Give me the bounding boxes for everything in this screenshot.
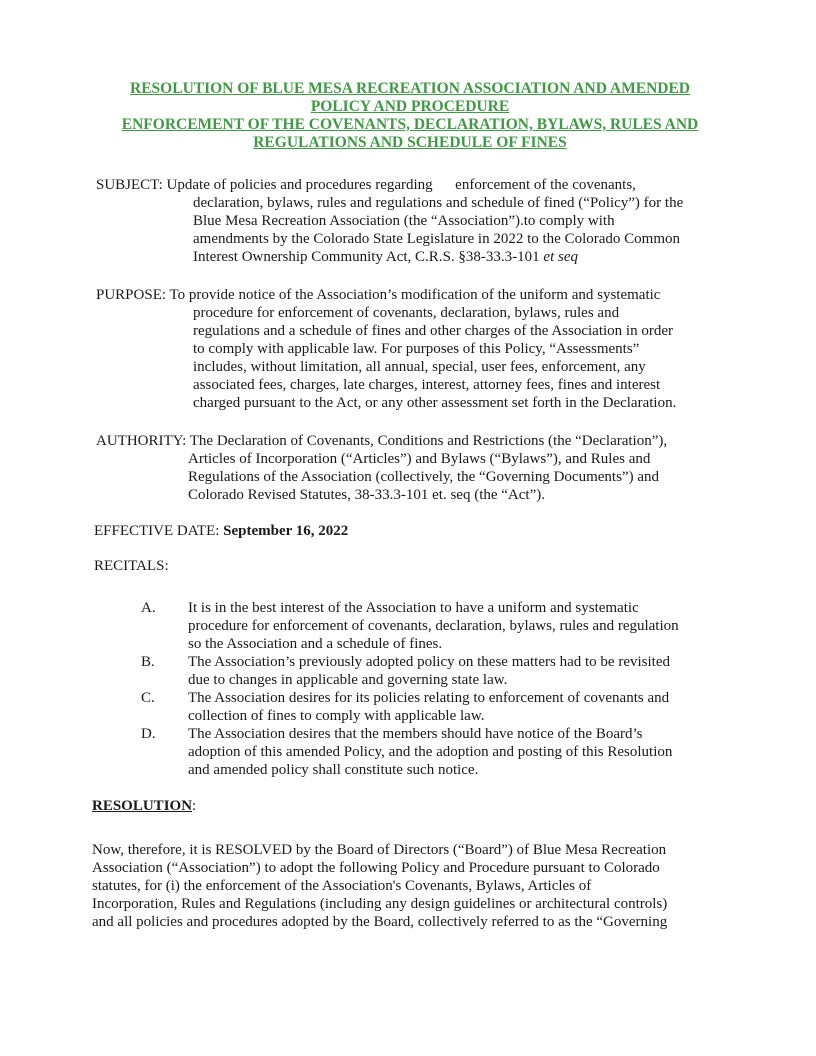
recital-letter: B.: [141, 654, 155, 670]
effective-date-section: [94, 522, 734, 540]
resolution-heading: [92, 797, 732, 815]
resolution-line: and all policies and procedures adopted by the Board, collectively referred to as the “Governing: [92, 914, 668, 930]
effective-date-label: EFFECTIVE DATE:: [94, 523, 220, 539]
recital-line: The Association desires that the members should have notice of the Board’s: [188, 726, 643, 742]
recital-line: collection of fines to comply with applicable law.: [188, 708, 485, 724]
resolution-line: Association (“Association”) to adopt the following Policy and Procedure pursuant to Colorado: [92, 860, 660, 876]
subject-line: declaration, bylaws, rules and regulations and schedule of fined (“Policy”) for the: [193, 195, 684, 211]
recital-letter: D.: [141, 726, 156, 742]
authority-line: Articles of Incorporation (“Articles”) and Bylaws (“Bylaws”), and Rules and: [188, 451, 651, 467]
purpose-line: associated fees, charges, late charges, interest, attorney fees, fines and interest: [193, 377, 661, 393]
purpose-line: To provide notice of the Association’s modification of the uniform and systematic: [169, 287, 661, 303]
resolution-line: Now, therefore, it is RESOLVED by the Board of Directors (“Board”) of Blue Mesa Recreation: [92, 842, 667, 858]
subject-line-italic: et seq: [543, 249, 578, 265]
subject-section: [96, 176, 736, 266]
recital-line: due to changes in applicable and governing state law.: [188, 672, 508, 688]
resolution-line: statutes, for (i) the enforcement of the Association's Covenants, Bylaws, Articles of: [92, 878, 592, 894]
subject-line: Interest Ownership Community Act, C.R.S. §38-33.3-101: [193, 249, 540, 265]
authority-line: The Declaration of Covenants, Conditions and Restrictions (the “Declaration”),: [189, 433, 668, 449]
effective-date-value: September 16, 2022: [223, 523, 349, 539]
recital-letter: C.: [141, 690, 155, 706]
purpose-line: includes, without limitation, all annual, special, user fees, enforcement, any: [193, 359, 646, 375]
purpose-line: regulations and a schedule of fines and other charges of the Association in order: [193, 323, 673, 339]
purpose-section: [96, 286, 736, 412]
recital-line: procedure for enforcement of covenants, declaration, bylaws, rules and regulation: [188, 618, 679, 634]
authority-line: Regulations of the Association (collectively, the “Governing Documents”) and: [188, 469, 659, 485]
purpose-line: to comply with applicable law. For purposes of this Policy, “Assessments”: [193, 341, 640, 357]
title-line-4: REGULATIONS AND SCHEDULE OF FINES: [253, 134, 567, 151]
purpose-line: procedure for enforcement of covenants, declaration, bylaws, rules and: [193, 305, 620, 321]
document-title: [90, 80, 730, 152]
recital-letter: A.: [141, 600, 156, 616]
authority-label: AUTHORITY:: [96, 433, 187, 449]
recital-line: so the Association and a schedule of fines.: [188, 636, 443, 652]
title-line-1: RESOLUTION OF BLUE MESA RECREATION ASSOCIATION AND AMENDED: [130, 80, 690, 97]
purpose-line: charged pursuant to the Act, or any other assessment set forth in the Declaration.: [193, 395, 677, 411]
recital-line: The Association desires for its policies relating to enforcement of covenants and: [188, 690, 670, 706]
recital-line: and amended policy shall constitute such notice.: [188, 762, 479, 778]
resolution-line: Incorporation, Rules and Regulations (including any design guidelines or architectural controls): [92, 896, 668, 912]
resolution-body: [92, 841, 732, 931]
title-line-2: POLICY AND PROCEDURE: [310, 98, 510, 115]
recitals-heading: RECITALS:: [94, 558, 169, 574]
purpose-label: PURPOSE:: [96, 287, 167, 303]
recital-line: The Association’s previously adopted policy on these matters had to be revisited: [188, 654, 670, 670]
title-line-3: ENFORCEMENT OF THE COVENANTS, DECLARATION, BYLAWS, RULES AND: [121, 116, 699, 133]
subject-label: SUBJECT:: [96, 177, 163, 193]
resolution-colon: :: [192, 798, 197, 814]
subject-line: Blue Mesa Recreation Association (the “Association”).to comply with: [193, 213, 615, 229]
authority-section: [96, 432, 736, 504]
subject-line: amendments by the Colorado State Legislature in 2022 to the Colorado Common: [193, 231, 681, 247]
subject-line: Update of policies and procedures regarding enforcement of the covenants,: [166, 177, 636, 193]
resolution-label: RESOLUTION: [92, 798, 193, 814]
recital-line: adoption of this amended Policy, and the adoption and posting of this Resolution: [188, 744, 673, 760]
authority-line: Colorado Revised Statutes, 38-33.3-101 et. seq (the “Act”).: [188, 487, 545, 503]
recital-line: It is in the best interest of the Association to have a uniform and systematic: [188, 600, 639, 616]
